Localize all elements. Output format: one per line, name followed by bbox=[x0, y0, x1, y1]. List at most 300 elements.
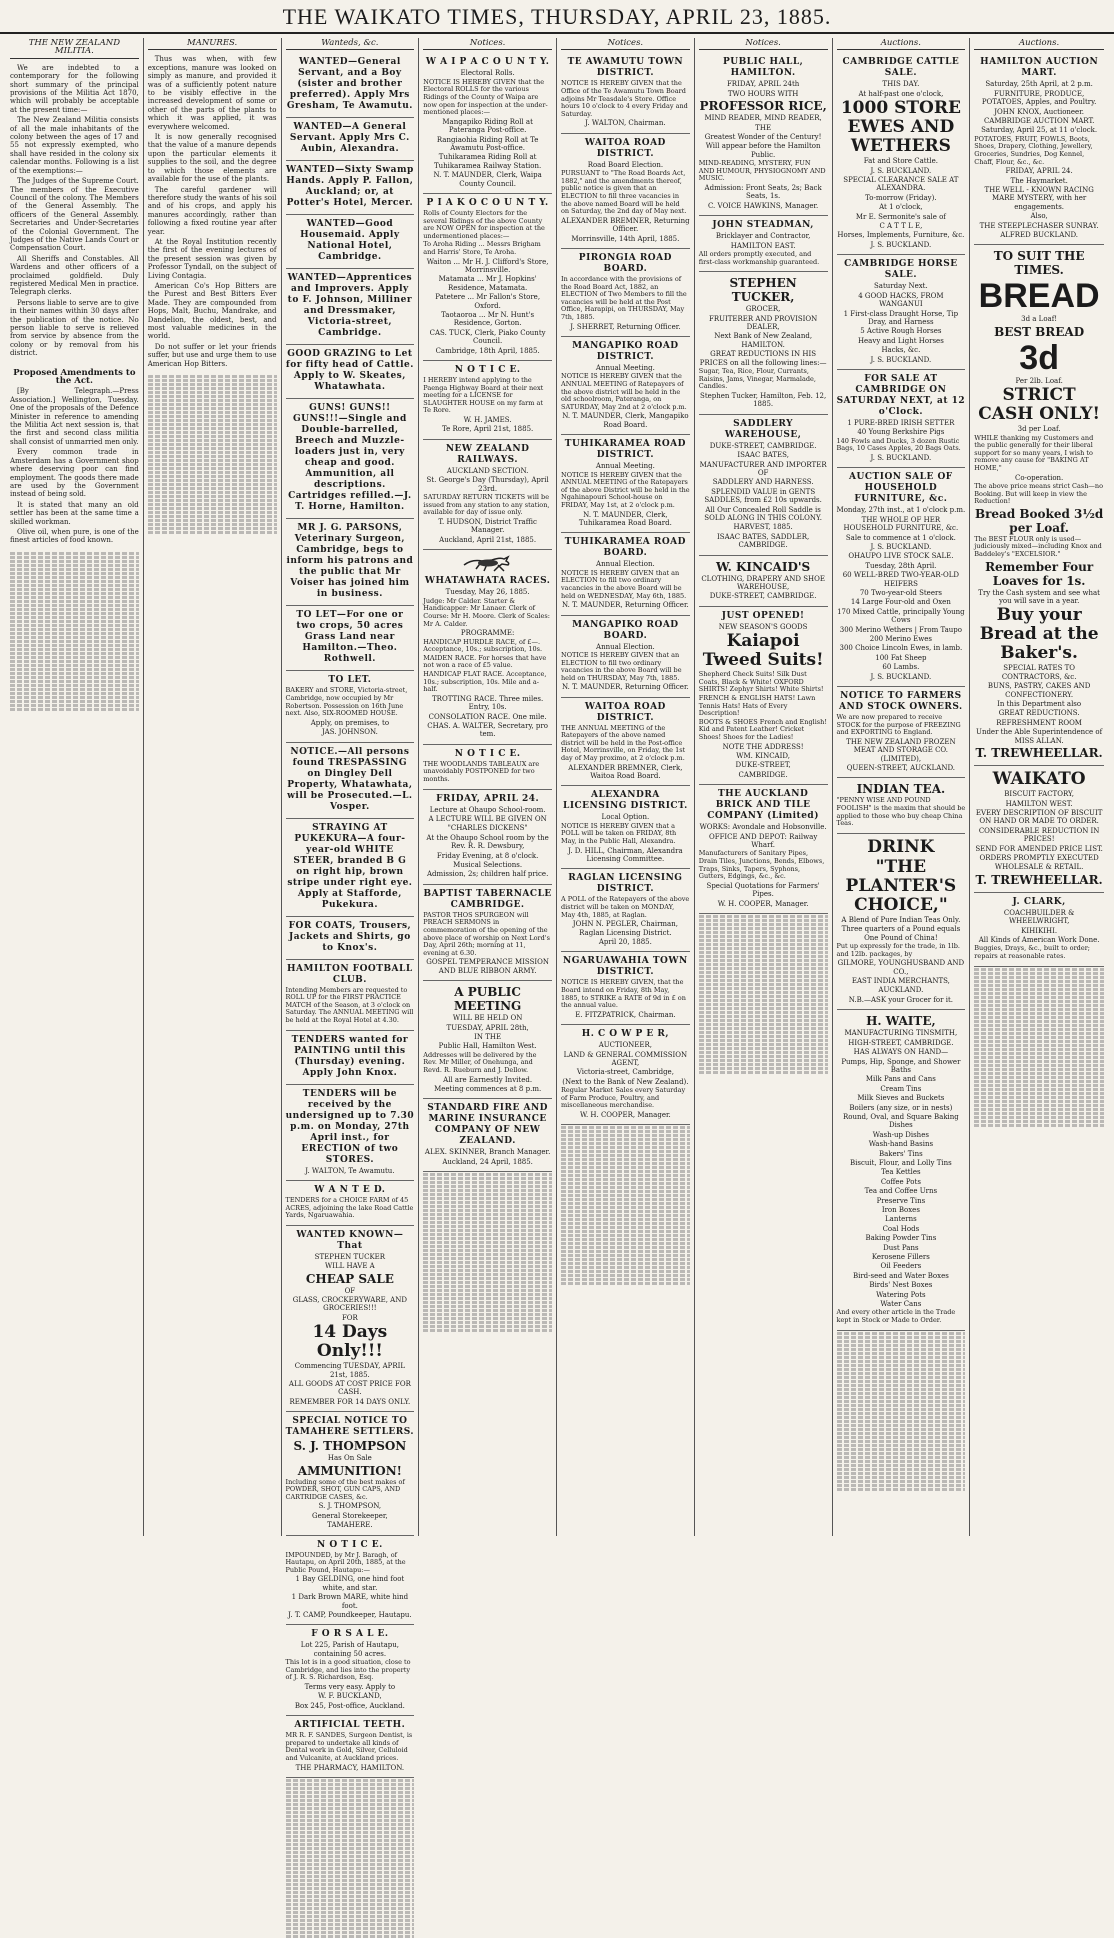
text-filler bbox=[10, 600, 139, 603]
ad-line: C A T T L E, bbox=[879, 222, 923, 231]
advertisement-for-sale-at-cambridge-on-saturday-next-a bbox=[837, 370, 966, 468]
ad-line: Monday, 27th inst., at 1 o'clock p.m. bbox=[836, 506, 966, 515]
ad-line: GOSPEL TEMPERANCE MISSION AND BLUE RIBBON ARMY. bbox=[426, 958, 549, 975]
article-paragraph: We are indebted to a contemporary for the following short summary of the principal provisions of the Militia Act 1870, which will probably be acceptable at the present time:— bbox=[10, 63, 139, 114]
column-7 bbox=[833, 38, 971, 1536]
text-filler bbox=[699, 979, 828, 982]
text-filler bbox=[699, 1031, 828, 1034]
text-filler bbox=[286, 1863, 415, 1866]
ad-line: NOTE THE ADDRESS! bbox=[722, 742, 804, 751]
ad-line: Including some of the best makes of POWDER, SHOT, GUN CAPS, AND CARTRIDGE CASES, &c. bbox=[285, 1477, 405, 1501]
ad-line: Per 2lb. Loaf. bbox=[1015, 376, 1063, 385]
text-filler bbox=[10, 608, 139, 611]
text-filler bbox=[148, 455, 277, 458]
text-filler bbox=[974, 976, 1104, 979]
ad-line: Pumps, Hip, Sponge, and Shower Baths bbox=[841, 1057, 961, 1074]
text-filler bbox=[699, 1027, 828, 1030]
ad-line: JAS. JOHNSON. bbox=[321, 728, 378, 737]
ad-line: The Haymarket. bbox=[1010, 176, 1068, 185]
ad-line: Box 245, Post-office, Auckland. bbox=[294, 1701, 405, 1710]
ad-heading: JUST OPENED! bbox=[721, 610, 805, 621]
text-filler bbox=[286, 1887, 415, 1890]
text-filler bbox=[10, 652, 139, 655]
ad-line: Biscuit, Flour, and Lolly Tins bbox=[850, 1158, 952, 1167]
ad-line: ISAAC BATES, SADDLER, CAMBRIDGE. bbox=[717, 532, 810, 550]
text-filler bbox=[699, 975, 828, 978]
text-filler bbox=[286, 1907, 415, 1910]
text-filler bbox=[423, 1313, 552, 1316]
advertisement-notice-all-persons-found-trespassing-on- bbox=[286, 743, 415, 819]
text-filler bbox=[423, 1181, 552, 1184]
text-filler bbox=[148, 463, 277, 466]
text-filler bbox=[699, 927, 828, 930]
racehorse-icon bbox=[423, 553, 552, 575]
text-filler bbox=[699, 931, 828, 934]
text-filler bbox=[286, 1931, 415, 1934]
text-filler bbox=[10, 700, 139, 703]
advertisement-auction-sale-of-household-furniture-c bbox=[837, 468, 966, 687]
text-filler bbox=[561, 1190, 690, 1193]
advertisement-guns-guns-guns-single-and-double-barrell bbox=[286, 399, 415, 519]
text-filler bbox=[561, 1262, 690, 1265]
ad-line: BUNS, PASTRY, CAKES AND CONFECTIONERY. bbox=[987, 682, 1091, 699]
advertisement-wanted-sixty-swamp-hands-apply-p-fallon- bbox=[286, 161, 415, 215]
advertisement-j-clark bbox=[974, 893, 1104, 967]
ad-line: Annual Meeting. bbox=[595, 462, 655, 471]
ad-line: 4 GOOD HACKS, FROM WANGANUI bbox=[858, 291, 944, 309]
text-filler bbox=[699, 987, 828, 990]
ad-line: Hacks, &c. bbox=[881, 346, 921, 355]
ad-line: EAST INDIA MERCHANTS, bbox=[851, 977, 950, 986]
ad-line: Coffee Pots bbox=[880, 1177, 921, 1186]
article-paragraph: The Judges of the Supreme Court. The members of the Executive Council of the colony. The Members of the General Assembly. The officers of the General Assembly. Secretaries and Under-Secretaries of the Colonial Government. The Judges of the Native Lands Court or Compensation Court. bbox=[10, 177, 139, 253]
advertisement-straying-at-pukekura-a-four-year-old-whi bbox=[286, 819, 415, 917]
ad-line: HAMILTON WEST. bbox=[1005, 799, 1073, 808]
ad-line: Buggies, Drays, &c., built to order; repairs at reasonable rates. bbox=[974, 944, 1090, 960]
advertisement-saddlery-warehouse bbox=[699, 415, 828, 556]
ad-line: ALL GOODS AT COST PRICE FOR CASH. bbox=[288, 1380, 411, 1397]
text-filler bbox=[561, 1278, 690, 1281]
advertisement-hamilton-auction-mart bbox=[974, 53, 1104, 245]
advertisement-cambridge-horse-sale bbox=[837, 255, 966, 370]
text-filler bbox=[974, 1032, 1104, 1035]
text-filler bbox=[423, 1201, 552, 1204]
ad-line: Electoral Rolls. bbox=[460, 69, 515, 78]
text-filler bbox=[561, 1174, 690, 1177]
advertisement-new-zealand-railways bbox=[423, 440, 552, 550]
ad-heading: WANTED—General Servant, and a Boy (sister and brother preferred). Apply Mrs Gresham, Te Awamutu. bbox=[286, 57, 413, 112]
text-filler bbox=[974, 1112, 1104, 1115]
ad-line: 60 Lambs. bbox=[882, 663, 920, 672]
text-filler bbox=[286, 1919, 415, 1922]
ad-heading: WANTED—Sixty Swamp Hands. Apply P. Fallon, Auckland; or, at Potter's Hotel, Mercer. bbox=[285, 165, 414, 209]
text-filler bbox=[10, 596, 139, 599]
text-filler bbox=[423, 1249, 552, 1252]
text-filler bbox=[561, 1230, 690, 1233]
text-filler bbox=[837, 1372, 966, 1375]
ad-line: THE PHARMACY, HAMILTON. bbox=[295, 1763, 405, 1772]
ad-line: SATURDAY RETURN TICKETS will be issued from any station to any station, available for day of issue only. bbox=[423, 493, 550, 517]
text-filler bbox=[148, 471, 277, 474]
ad-line: Bakers' Tins bbox=[878, 1149, 923, 1158]
text-filler bbox=[148, 387, 277, 390]
text-filler bbox=[561, 1250, 690, 1253]
ad-line: HIGH-STREET, CAMBRIDGE. bbox=[848, 1038, 954, 1047]
text-filler bbox=[837, 1332, 966, 1335]
ad-line: Apply, on premises, to bbox=[310, 718, 390, 727]
ad-line: Greatest Wonder of the Century! bbox=[704, 133, 822, 142]
ad-heading: NEW ZEALAND RAILWAYS. bbox=[445, 443, 530, 465]
ad-heading: WHATAWHATA RACES. bbox=[424, 576, 551, 587]
text-filler bbox=[286, 1831, 415, 1834]
ad-line: (Next to the Bank of New Zealand). bbox=[562, 1077, 689, 1086]
text-filler bbox=[286, 1855, 415, 1858]
text-filler bbox=[423, 1233, 552, 1236]
text-filler bbox=[286, 1799, 415, 1802]
ad-line: April 20, 1885. bbox=[598, 938, 652, 947]
ad-line: NOTICE IS HEREBY GIVEN that an ELECTION to fill two ordinary vacancies in the above Board will be held on THURSDAY, May 7th, 1885. bbox=[561, 650, 682, 682]
advertisement-standard-fire-and-marine-insurance-compa bbox=[423, 1099, 552, 1172]
ad-line: POTATOES, FRUIT, FOWLS, Boots, Shoes, Drapery, Clothing, Jewellery, Groceries, Sundries, Dog Kennel, Chaff, Flour, &c., &c. bbox=[974, 134, 1093, 166]
text-filler bbox=[974, 980, 1104, 983]
text-filler bbox=[10, 692, 139, 695]
ad-line: OFFICE AND DEPOT: Railway Wharf. bbox=[708, 832, 818, 849]
ad-heading: F O R S A L E. bbox=[311, 1629, 389, 1640]
advertisement-wanted-good-housemaid-apply-national-hot bbox=[286, 215, 415, 269]
ad-heading: N O T I C E. bbox=[316, 1539, 383, 1550]
text-filler bbox=[423, 1229, 552, 1232]
ad-line: Remember Four Loaves for 1s. bbox=[985, 559, 1094, 588]
text-filler bbox=[561, 1206, 690, 1209]
ad-line: N.B.—ASK your Grocer for it. bbox=[848, 995, 953, 1004]
ad-line: WM. KINCAID, bbox=[736, 751, 790, 760]
ad-line: Bricklayer and Contractor, bbox=[715, 232, 811, 241]
advertisement-tuhikaramea-road-board bbox=[561, 533, 690, 615]
text-filler bbox=[699, 1059, 828, 1062]
text-filler bbox=[148, 487, 277, 490]
text-filler bbox=[10, 592, 139, 595]
ad-line: All are Earnestly Invited. bbox=[443, 1075, 533, 1084]
ad-line: Addresses will be delivered by the Rev. Mr Miller, of Onehunga, and Revd. R. Rueburn and J. Dellow. bbox=[423, 1050, 537, 1075]
text-filler bbox=[699, 1007, 828, 1010]
ad-line: S. J. THOMPSON, bbox=[318, 1502, 382, 1511]
text-filler bbox=[561, 1210, 690, 1213]
ad-line: GREAT REDUCTIONS. bbox=[998, 709, 1080, 718]
text-filler bbox=[561, 1202, 690, 1205]
ad-line: Tuesday, May 26, 1885. bbox=[445, 588, 530, 597]
ad-line: Milk Sieves and Buckets bbox=[857, 1094, 945, 1103]
text-filler bbox=[561, 1170, 690, 1173]
advertisement-f-o-r-s-a-l-e bbox=[286, 1625, 415, 1716]
ad-heading: GOOD GRAZING to Let for fifty head of Cattle. Apply to W. Skeates, Whatawhata. bbox=[285, 349, 414, 393]
text-filler bbox=[561, 1242, 690, 1245]
text-filler bbox=[10, 680, 139, 683]
ad-line: Shepherd Check Suits! Silk Dust Coats, Black & White! OXFORD SHIRTS! Zephyr Shirts! White Shirts! bbox=[698, 670, 824, 694]
text-filler bbox=[699, 1051, 828, 1054]
text-filler bbox=[423, 1321, 552, 1324]
ad-line: 100 Fat Sheep bbox=[875, 653, 927, 662]
text-filler bbox=[561, 1158, 690, 1161]
advertisement-raglan-licensing-district bbox=[561, 869, 690, 952]
text-filler bbox=[837, 1360, 966, 1363]
text-filler bbox=[699, 951, 828, 954]
ad-line: IN THE bbox=[474, 1033, 502, 1042]
column-5 bbox=[557, 38, 695, 1536]
text-filler bbox=[837, 1484, 966, 1487]
ad-heading: PUBLIC HALL, HAMILTON. bbox=[722, 57, 804, 79]
text-filler bbox=[561, 1186, 690, 1189]
ad-line: 300 Choice Lincoln Ewes, in lamb. bbox=[839, 644, 963, 653]
ad-line: To-morrow (Friday). bbox=[865, 193, 937, 202]
ad-heading: CAMBRIDGE HORSE SALE. bbox=[844, 259, 958, 281]
text-filler bbox=[837, 1468, 966, 1471]
text-filler bbox=[148, 483, 277, 486]
text-filler bbox=[837, 1424, 966, 1427]
text-filler bbox=[561, 1282, 690, 1285]
text-filler bbox=[974, 1068, 1104, 1071]
text-filler bbox=[974, 1076, 1104, 1079]
ad-line: Buy your Bread at the Baker's. bbox=[979, 605, 1099, 664]
ad-line: SPLENDID VALUE in GENTS SADDLES, from £2 10s upwards. bbox=[704, 487, 822, 505]
text-filler bbox=[148, 467, 277, 470]
text-filler bbox=[837, 1416, 966, 1419]
ad-line: BREAD bbox=[978, 277, 1100, 316]
text-filler bbox=[10, 568, 139, 571]
text-filler bbox=[974, 1020, 1104, 1023]
ad-line: Dust Pans bbox=[883, 1243, 919, 1252]
text-filler bbox=[148, 503, 277, 506]
text-filler bbox=[699, 947, 828, 950]
ad-line: 14 Days Only!!! bbox=[312, 1322, 388, 1362]
ad-line: Round, Oval, and Square Baking Dishes bbox=[842, 1112, 959, 1130]
column-3 bbox=[282, 38, 420, 1772]
advertisement-tenders-will-be-received-by-the-undersig bbox=[286, 1085, 415, 1181]
ad-line: J. WALTON, Chairman. bbox=[585, 119, 666, 128]
ad-line: THE NEW ZEALAND FROZEN MEAT AND STORAGE CO. (LIMITED), bbox=[846, 737, 956, 763]
ad-line: SPECIAL CLEARANCE SALE AT ALEXANDRA. bbox=[843, 176, 959, 193]
ad-heading: P I A K O C O U N T Y. bbox=[426, 198, 549, 209]
text-filler bbox=[837, 1352, 966, 1355]
ad-heading: MR J. G. PARSONS, Veterinary Surgeon, Cambridge, begs to inform his patrons and the public that Mr Voiser has joined him in business. bbox=[286, 523, 414, 600]
text-filler bbox=[837, 1392, 966, 1395]
advertisement-tenders-wanted-for-painting-until-this-t bbox=[286, 1031, 415, 1085]
text-filler bbox=[699, 963, 828, 966]
text-filler bbox=[561, 1214, 690, 1217]
ad-line: 3d bbox=[1019, 338, 1059, 377]
text-filler bbox=[837, 1464, 966, 1467]
ad-line: Water Cans bbox=[880, 1300, 922, 1309]
text-filler bbox=[10, 584, 139, 587]
ad-line: THE STEEPLECHASER SUNRAY. bbox=[979, 221, 1099, 230]
ad-line: Sale to commence at 1 o'clock. bbox=[845, 533, 956, 542]
ad-line: 1 Dark Brown MARE, white hind foot. bbox=[291, 1593, 409, 1610]
text-filler bbox=[699, 995, 828, 998]
ad-line: Taotaoroa ... Mr N. Hunt's Residence, Gorton. bbox=[441, 311, 535, 328]
ad-line: COACHBUILDER & WHEELWRIGHT, bbox=[1003, 908, 1075, 926]
ad-line: MR R. F. SANDES, Surgeon Dentist, is prepared to undertake all kinds of Dental work in Gold, Silver, Celluloid and Vulcanite, at Auckland prices. bbox=[285, 1731, 413, 1763]
ad-line: 1 First-class Draught Horse, Tip Dray, and Harness bbox=[843, 309, 959, 326]
ad-line: GLASS, CROCKERYWARE, AND GROCERIES!!! bbox=[292, 1295, 407, 1313]
ad-line: CAMBRIDGE AUCTION MART. bbox=[983, 117, 1095, 126]
text-filler bbox=[148, 431, 277, 434]
ad-heading: NOTICE.—All persons found TRESPASSING on Dingley Dell Property, Whatawhata, will be Prosecuted.—L. Vosper. bbox=[287, 746, 413, 812]
newspaper-page bbox=[6, 38, 1108, 1772]
text-filler bbox=[699, 967, 828, 970]
text-filler bbox=[699, 971, 828, 974]
ad-line: And every other article in the Trade kept in Stock or Made to Order. bbox=[836, 1308, 956, 1325]
ad-line: Saturday, 25th April, at 2 p.m. bbox=[985, 80, 1093, 89]
ad-line: Waiton ... Mr H. J. Clifford's Store, Morrinsville. bbox=[426, 257, 549, 274]
ad-line: To Aroha Riding ... Messrs Brigham and Harris' Store, Te Aroha. bbox=[423, 240, 541, 256]
advertisement-waitoa-road-district bbox=[561, 134, 690, 249]
ad-line: MANUFACTURING TINSMITH, bbox=[844, 1029, 958, 1038]
text-filler bbox=[837, 1460, 966, 1463]
advertisement-for-coats-trousers-jackets-and-shirts-go bbox=[286, 917, 415, 960]
ad-line: N. T. MAUNDER, Clerk, Waipa County Council. bbox=[433, 171, 542, 188]
text-filler bbox=[286, 1875, 415, 1878]
ad-line: Manufacturers of Sanitary Pipes, Drain Tiles, Junctions, Bends, Elbows, Traps, Sinks, Tapers, Syphons, Gutters, Edgings, &c., &c. bbox=[698, 849, 825, 881]
ad-line: Special Quotations for Farmers' Pipes. bbox=[706, 881, 820, 899]
text-filler bbox=[974, 1104, 1104, 1107]
text-filler bbox=[148, 499, 277, 502]
text-filler bbox=[10, 704, 139, 707]
ad-line: Kaiapoi Tweed Suits! bbox=[702, 631, 824, 671]
ad-heading: STANDARD FIRE AND MARINE INSURANCE COMPANY OF NEW ZEALAND. bbox=[427, 1103, 548, 1147]
text-filler bbox=[974, 1064, 1104, 1067]
text-filler bbox=[974, 1004, 1104, 1007]
ad-line: The above price means strict Cash—no Booking. But will keep in view the Reduction! bbox=[974, 482, 1104, 506]
text-filler bbox=[561, 1150, 690, 1153]
advertisement-good-grazing-to-let-for-fifty-head-of-ca bbox=[286, 345, 415, 399]
ad-line: Three quarters of a Pound equals One Pound of China! bbox=[841, 925, 961, 942]
ad-line: REFRESHMENT ROOM bbox=[996, 718, 1082, 727]
ad-heading: J. CLARK, bbox=[1012, 896, 1066, 907]
text-filler bbox=[286, 1835, 415, 1838]
text-filler bbox=[148, 415, 277, 418]
ad-line: CONSOLATION RACE. One mile. bbox=[428, 712, 547, 721]
ad-line: Lecture at Ohaupo School-room. bbox=[429, 805, 546, 814]
ad-heading: SADDLERY WAREHOUSE, bbox=[724, 418, 802, 440]
ad-line: GROCER, bbox=[745, 305, 781, 314]
ad-line: Lanterns bbox=[885, 1215, 917, 1224]
text-filler bbox=[974, 1116, 1104, 1119]
ad-heading: TENDERS wanted for PAINTING until this (Thursday) evening. Apply John Knox. bbox=[291, 1034, 409, 1078]
ad-line: 200 Merino Ewes bbox=[869, 635, 932, 644]
ad-line: Fat and Store Cattle. bbox=[863, 157, 939, 166]
text-filler bbox=[10, 580, 139, 583]
text-filler bbox=[10, 696, 139, 699]
ad-line: Patetere ... Mr Fallon's Store, Oxford. bbox=[435, 293, 541, 310]
text-filler bbox=[974, 1000, 1104, 1003]
ad-line: All orders promptly executed, and first-class workmanship guaranteed. bbox=[698, 250, 820, 266]
ad-heading: BAPTIST TABERNACLE CAMBRIDGE. bbox=[423, 888, 552, 910]
ad-line: PASTOR THOS SPURGEON will PREACH SERMONS in commemoration of the opening of the above place of worship on Next Lord's Day, April 26th; morning at 11, evening at 6.30. bbox=[423, 910, 550, 957]
article-paragraph: The careful gardener will therefore study the wants of his soil and of his crops, and apply his manures accordingly, rather than following a fixed routine year after year. bbox=[147, 185, 277, 236]
ad-line: THE WHOLE OF HER HOUSEHOLD FURNITURE, &c. bbox=[843, 515, 959, 533]
text-filler bbox=[286, 1839, 415, 1842]
text-filler bbox=[10, 588, 139, 591]
ad-line: Meeting commences at 8 p.m. bbox=[434, 1085, 542, 1094]
column-header: Notices. bbox=[699, 38, 828, 50]
ad-heading: ALEXANDRA LICENSING DISTRICT. bbox=[562, 790, 688, 812]
ad-heading: JOHN STEADMAN, bbox=[712, 220, 814, 231]
text-filler bbox=[286, 1899, 415, 1902]
text-filler bbox=[699, 915, 828, 918]
ad-line: J. S. BUCKLAND. bbox=[870, 672, 932, 681]
text-filler bbox=[423, 1305, 552, 1308]
text-filler bbox=[148, 407, 277, 410]
text-filler bbox=[10, 552, 139, 555]
ad-line: Tea and Coffee Urns bbox=[864, 1187, 938, 1196]
text-filler bbox=[10, 648, 139, 651]
ad-line: Rolls of County Electors for the several Ridings of the above County are NOW OPEN for inspection at the undermentioned places:— bbox=[423, 209, 545, 240]
text-filler bbox=[148, 527, 277, 530]
text-filler bbox=[699, 1019, 828, 1022]
ad-line: Judge: Mr Calder. Starter & Handicapper: Mr Lanaer. Clerk of Course: Mr H. Moore. Clerk of Scales: Mr A. Calder. bbox=[423, 596, 550, 628]
article-paragraph: Every common trade in Amsterdam has a Government shop where deserving poor can find employment. The goods there made are used by the Government instead of being sold. bbox=[10, 448, 139, 499]
ad-heading: WANTED KNOWN—That bbox=[296, 1229, 404, 1251]
ad-line: AUCTIONEER, bbox=[598, 1041, 653, 1050]
text-filler bbox=[837, 1420, 966, 1423]
ad-line: BOOTS & SHOES French and English! Kid and Patent Leather! Cricket Shoes! Shoes for the Ladies! bbox=[698, 717, 827, 741]
ad-line: BEST BREAD bbox=[994, 324, 1085, 339]
text-filler bbox=[423, 1281, 552, 1284]
text-filler bbox=[974, 1088, 1104, 1091]
ad-line: ALEXANDER BREMNER, Returning Officer. bbox=[561, 216, 690, 234]
ad-line: OHAUPO LIVE STOCK SALE. bbox=[848, 552, 954, 561]
text-filler bbox=[286, 1923, 415, 1926]
text-filler bbox=[423, 1225, 552, 1228]
advertisement-wanted-known-that bbox=[286, 1226, 415, 1412]
text-filler bbox=[699, 1035, 828, 1038]
text-filler bbox=[837, 1436, 966, 1439]
advertisement-n-o-t-i-c-e bbox=[423, 745, 552, 790]
text-filler bbox=[286, 1843, 415, 1846]
newspaper-title: THE WAIKATO TIMES, THURSDAY, APRIL 23, 1885. bbox=[282, 4, 832, 29]
ad-line: JOHN N. PEGLER, Chairman, Raglan Licensing District. bbox=[572, 920, 678, 937]
ad-line: In accordance with the provisions of the Road Board Act, 1882, an ELECTION of Two Members to fill the vacancies will be held at the Post Office, Harapipi, on THURSDAY, May 7th, 1885. bbox=[561, 274, 687, 321]
text-filler bbox=[423, 1217, 552, 1220]
ad-line: Has On Sale bbox=[327, 1454, 372, 1463]
text-filler bbox=[423, 1213, 552, 1216]
ad-heading: WAITOA ROAD DISTRICT. bbox=[584, 701, 666, 723]
text-filler bbox=[699, 1011, 828, 1014]
text-filler bbox=[10, 656, 139, 659]
text-filler bbox=[423, 1177, 552, 1180]
ad-line: Iron Boxes bbox=[881, 1206, 920, 1214]
text-filler bbox=[286, 1827, 415, 1830]
advertisement-w-a-n-t-e-d bbox=[286, 1181, 415, 1226]
ad-line: 3d per Loaf. bbox=[1017, 425, 1061, 434]
text-filler bbox=[148, 423, 277, 426]
ad-line: THE ANNUAL MEETING of the Ratepayers of the above named district will be held in the Post-office Hotel, Morrinsville, on Friday, the 1st day of May proximo, at 2 o'clock p.m. bbox=[561, 723, 686, 763]
text-filler bbox=[974, 1124, 1104, 1127]
ad-line: STEPHEN TUCKER bbox=[314, 1252, 386, 1261]
text-filler bbox=[10, 604, 139, 607]
advertisement-waitoa-road-district bbox=[561, 698, 690, 787]
text-filler bbox=[286, 1911, 415, 1914]
ad-line: A Blend of Pure Indian Teas Only. bbox=[841, 915, 961, 924]
text-filler bbox=[423, 1261, 552, 1264]
ad-line: W. H. COOPER, Manager. bbox=[579, 1111, 671, 1120]
ad-line: I HEREBY intend applying to the Paenga Highway Board at their next meeting for a LICENSE for SLAUGHTER HOUSE on my farm at Te Rore. bbox=[423, 376, 544, 415]
text-filler bbox=[837, 1356, 966, 1359]
advertisement-friday-april-24 bbox=[423, 790, 552, 885]
text-filler bbox=[286, 1791, 415, 1794]
ad-line: General Storekeeper, bbox=[312, 1511, 388, 1520]
advertisement-n-o-t-i-c-e bbox=[286, 1536, 415, 1626]
text-filler bbox=[423, 1289, 552, 1292]
